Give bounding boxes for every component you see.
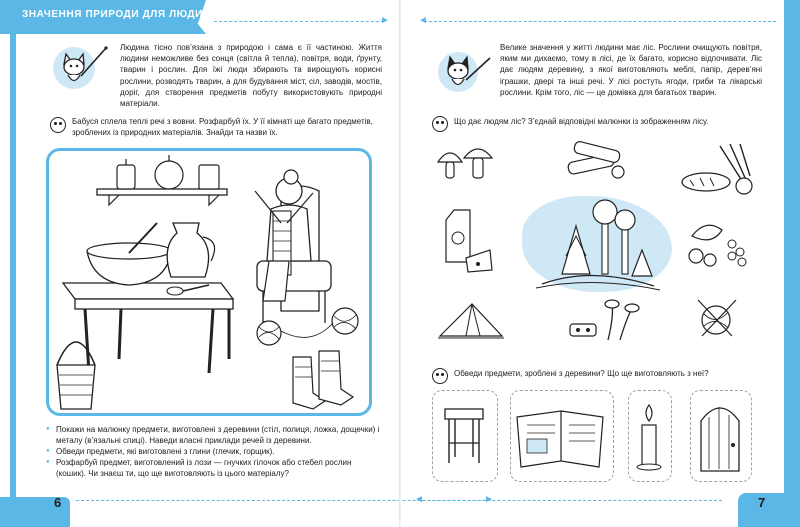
medicine-and-herbs-image — [568, 296, 642, 346]
tent-image — [436, 296, 506, 342]
door-image — [691, 391, 749, 479]
firewood-logs-image — [562, 140, 628, 184]
left-page-number: 6 — [54, 495, 62, 510]
left-top-arrow-icon: ► — [380, 15, 390, 26]
stool-image — [433, 391, 495, 479]
book-card[interactable] — [510, 390, 614, 482]
candle-card[interactable] — [628, 390, 672, 482]
berries-and-herbs-image — [682, 216, 752, 272]
left-intro-text: Людина тісно пов’язана з природою і сама є її частиною. Життя людини неможливе без сонця (світла й тепла), повітря, води, ґрунту, тварин і рослин. Для їжі люди збирають та вирощують корисні рослини, розводять тварин, а для будування міст, сіл, заводів, мостів, доріг, для створення предметів побуту використовують природні матеріали. — [120, 43, 382, 109]
right-task2-text: Обведи предмети, зроблені з деревини? Що ще виготовляють з неї? — [454, 369, 709, 378]
left-bottom-arrow-icon: ► — [484, 494, 494, 505]
door-card[interactable] — [690, 390, 752, 482]
right-page-number: 7 — [758, 495, 766, 510]
right-task1-text: Що дає людям ліс? З’єднай відповідні малюнки із зображенням лісу. — [454, 117, 709, 126]
bread-and-wheat-image — [680, 140, 760, 196]
teacher-cat-icon — [52, 42, 110, 98]
bullet-item: ● Обведи предмети, які виготовлені з глини (глечик, горщик). — [46, 446, 380, 457]
yarn-ball-image — [692, 296, 742, 342]
book-image — [511, 391, 611, 479]
right-top-arrow-left-icon: ◄ — [418, 15, 428, 26]
right-page-side-stripe — [784, 0, 800, 527]
left-bullet-list — [46, 424, 380, 479]
left-top-dashed-line — [214, 21, 384, 22]
task-cat-icon — [50, 117, 66, 133]
right-intro-text: Велике значення у житті людини має ліс. Рослини очищують повітря, яким ми дихаємо, тому в лісі, де їх багато, корисно відпочивати. Ліс дає людям деревину, з якої виготовляють меблі, папір, дерев’яні іграшки, двері та інші речі. У лісі ростуть ягоди, гриби та лікарські рослини. Крім того, ліс — це домівка для багатьох тварин. — [500, 43, 762, 97]
bullet-item: ● Покажи на малюнку предмети, виготовлені з деревини (стіл, полиця, ложка, дощечки) і металу (в’язальні спиці). Наведи власні приклади речей із деревини. — [46, 424, 380, 446]
right-page-corner-tab — [738, 493, 800, 527]
right-bottom-dashed-line — [422, 500, 722, 501]
pointing-cat-icon — [436, 44, 494, 100]
grandma-room-illustration — [46, 148, 372, 416]
candle-image — [629, 391, 669, 479]
right-top-dashed-line — [424, 21, 776, 22]
bullet-item: ● Розфарбуй предмет, виготовлений із лози — гнучких гілочок або стебел рослин (кошик). Чи знаєш ти, що ще виготовляють із цього матеріалу? — [46, 457, 380, 479]
forest-scene — [532, 196, 664, 292]
milk-and-cheese-image — [438, 206, 496, 276]
right-page — [400, 0, 800, 527]
left-task-text: Бабуся сплела теплі речі з вовни. Розфарбуй їх. У її кімнаті ще багато предметів, зроблених із природних матеріалів. Знайди та назви їх. — [72, 117, 373, 137]
stool-card[interactable] — [432, 390, 498, 482]
task-cat-icon — [432, 116, 448, 132]
left-page-title: ЗНАЧЕННЯ ПРИРОДИ ДЛЯ ЛЮДИНИ — [22, 9, 219, 20]
grandma-room-drawing — [49, 151, 369, 413]
right-bottom-arrow-icon: ◄ — [414, 494, 424, 505]
left-page-side-stripe — [10, 22, 16, 507]
task-cat-icon — [432, 368, 448, 384]
mushrooms-image — [432, 140, 496, 184]
